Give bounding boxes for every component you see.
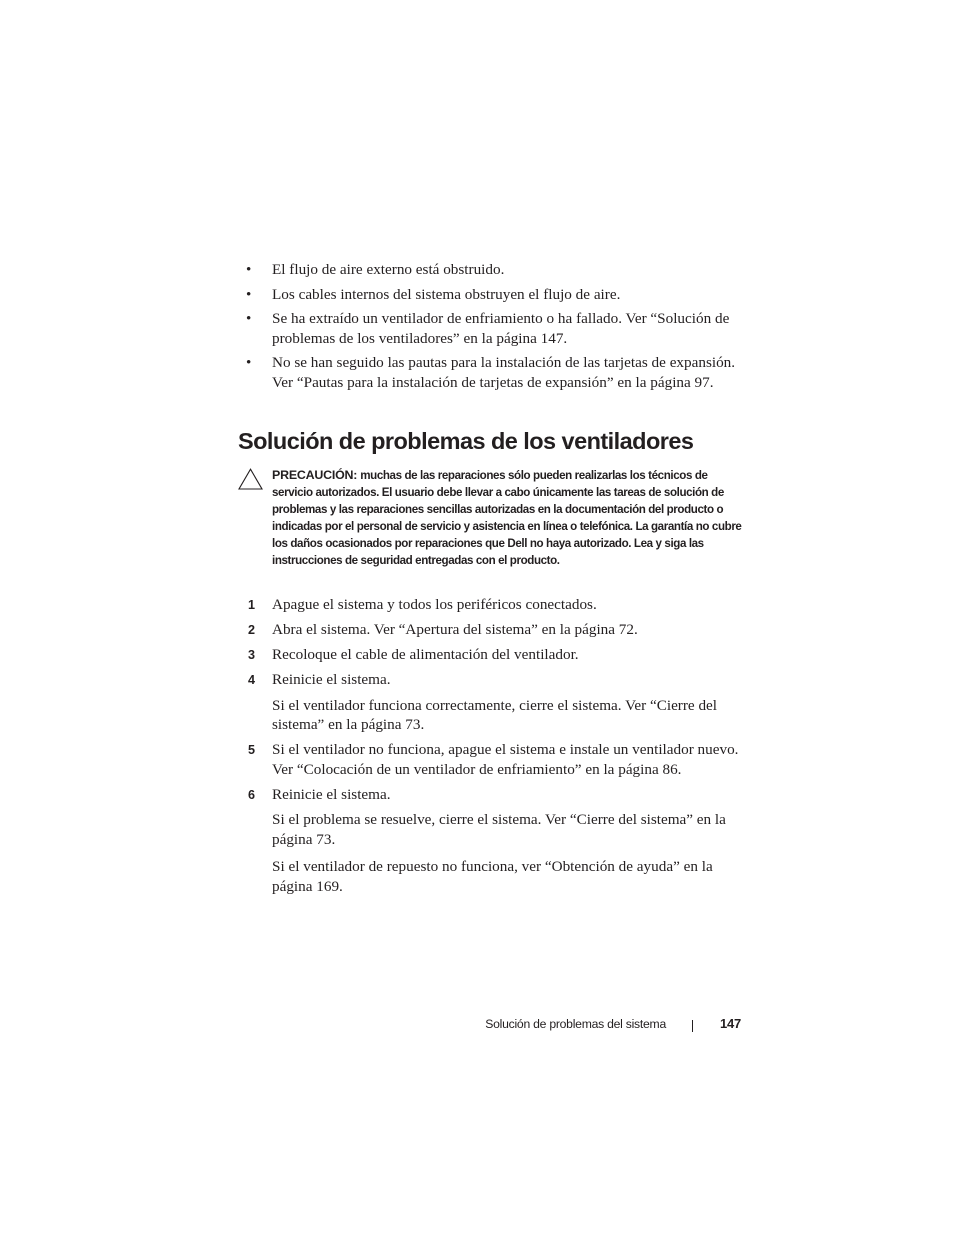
step-number: 1	[248, 598, 256, 612]
cause-text: Se ha extraído un ventilador de enfriamiento o ha fallado. Ver “Solución de problemas de los ventiladores” en la página 147.	[272, 310, 730, 347]
step-text: Si el ventilador no funciona, apague el sistema e instale un ventilador nuevo. Ver “Colocación de un ventilador de enfriamiento” en la página 86.	[272, 741, 739, 778]
cause-list	[246, 260, 746, 397]
step-number: 4	[248, 673, 256, 687]
cause-text: No se han seguido las pautas para la instalación de las tarjetas de expansión. Ver “Pautas para la instalación de tarjetas de expansión” en la página 97.	[272, 354, 736, 391]
cause-text: El flujo de aire externo está obstruido.	[272, 261, 505, 278]
bullet-marker: •	[246, 261, 252, 278]
page-number: 147	[720, 1016, 741, 1031]
step-item	[246, 670, 746, 735]
step-item	[246, 620, 746, 640]
caution-text: muchas de las reparaciones sólo pueden realizarlas los técnicos de servicio autorizados. El usuario debe llevar a cabo únicamente las tareas de solución de problemas y las reparaciones sencillas autorizadas en la documentación del producto o indicadas por el personal de servicio y asistencia en línea o telefónica. La garantía no cubre los daños ocasionados por reparaciones que Dell no haya autorizado. Lea y siga las instrucciones de seguridad entregadas con el producto.	[272, 469, 742, 567]
cause-item	[246, 260, 746, 280]
step-note: Si el ventilador funciona correctamente, cierre el sistema. Ver “Cierre del sistema” en la página 73.	[272, 696, 718, 733]
step-note: Si el problema se resuelve, cierre el sistema. Ver “Cierre del sistema” en la página 73.	[272, 811, 726, 848]
cause-item	[246, 353, 746, 392]
step-number: 6	[248, 787, 256, 802]
page-footer	[440, 1014, 742, 1034]
step-item	[246, 785, 746, 897]
cause-text: Los cables internos del sistema obstruyen el flujo de aire.	[272, 285, 621, 303]
step-item	[246, 645, 746, 665]
step-text: Reinicie el sistema.	[272, 785, 391, 803]
cause-item	[246, 285, 746, 305]
step-number: 2	[248, 623, 256, 637]
caution-note	[272, 467, 742, 569]
step-text: Abra el sistema. Ver “Apertura del sistema” en la página 72.	[272, 621, 638, 638]
footer-divider	[692, 1020, 693, 1032]
step-note: Si el ventilador de repuesto no funciona, ver “Obtención de ayuda” en la página 169.	[272, 858, 713, 895]
step-item	[246, 595, 746, 615]
footer-section-title: Solución de problemas del sistema	[485, 1017, 666, 1031]
caution-label: PRECAUCIÓN:	[272, 468, 358, 482]
step-number: 3	[248, 648, 256, 662]
procedure-steps	[246, 595, 746, 902]
section-heading: Solución de problemas de los ventiladores	[238, 428, 694, 454]
bullet-marker: •	[246, 354, 252, 371]
warning-triangle-icon	[238, 468, 263, 490]
step-text: Recoloque el cable de alimentación del ventilador.	[272, 646, 579, 663]
step-number: 5	[248, 743, 256, 757]
step-text: Apague el sistema y todos los periféricos conectados.	[272, 596, 597, 613]
bullet-marker: •	[246, 285, 252, 303]
bullet-marker: •	[246, 310, 252, 327]
cause-item	[246, 309, 746, 348]
step-item	[246, 740, 746, 779]
step-text: Reinicie el sistema.	[272, 671, 391, 688]
